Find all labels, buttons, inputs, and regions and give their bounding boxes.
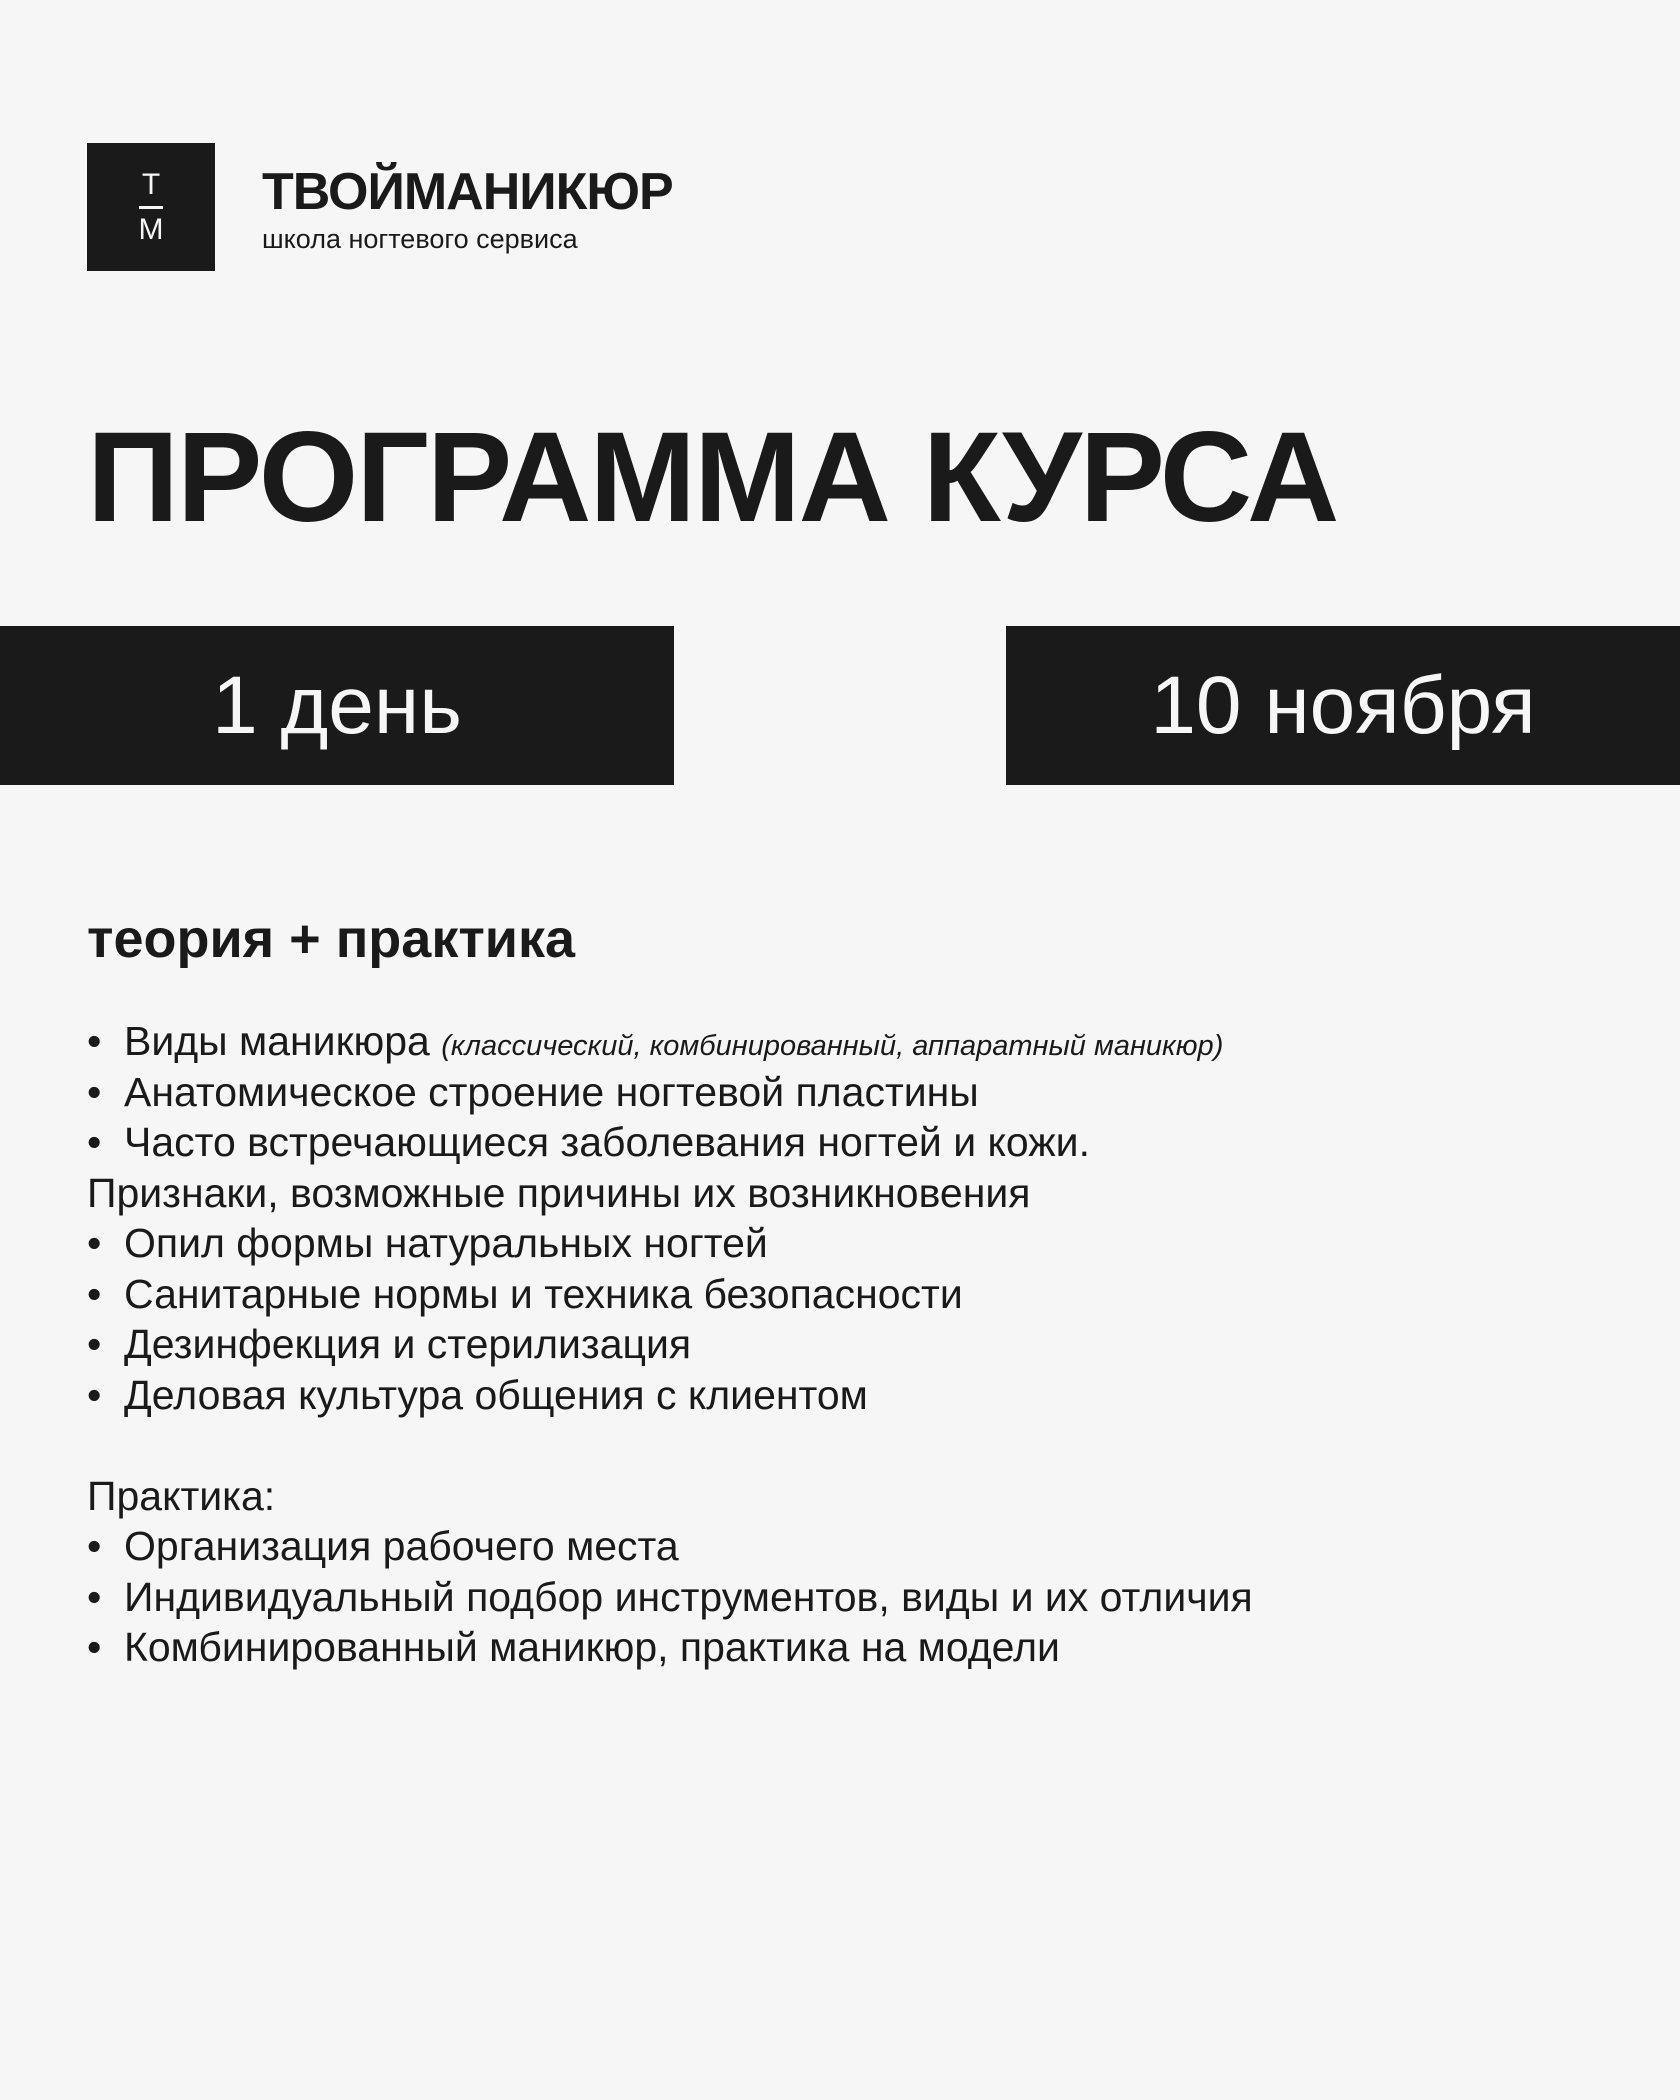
bullet-icon: • — [87, 1018, 102, 1064]
list-item-text: Анатомическое строение ногтевой пластины — [124, 1068, 979, 1115]
program-content — [87, 1016, 1627, 1673]
list-item — [87, 1117, 1627, 1168]
practice-heading: Практика: — [87, 1472, 276, 1519]
list-item — [87, 1370, 1627, 1421]
list-item — [87, 1016, 1627, 1067]
bullet-icon: • — [87, 1220, 102, 1266]
bullet-icon: • — [87, 1119, 102, 1165]
day-label: 1 день — [212, 659, 462, 751]
day-badge — [0, 626, 674, 785]
spacer — [87, 1420, 1627, 1471]
list-item-text: Индивидуальный подбор инструментов, виды и их отличия — [124, 1573, 1253, 1620]
bullet-icon: • — [87, 1523, 102, 1569]
list-item-continuation: Признаки, возможные причины их возникновения — [87, 1169, 1031, 1216]
bullet-icon: • — [87, 1068, 102, 1115]
list-item-text: Организация рабочего места — [124, 1523, 679, 1569]
list-item — [87, 1067, 1627, 1118]
bullet-icon: • — [87, 1624, 102, 1670]
list-item-text: Опил формы натуральных ногтей — [124, 1220, 768, 1266]
date-label: 10 ноября — [1150, 659, 1536, 751]
list-item-text: Часто встречающиеся заболевания ногтей и кожи. — [124, 1119, 1090, 1165]
list-item — [87, 1218, 1627, 1269]
list-item-text: Виды маникюра — [124, 1018, 430, 1064]
page-title: ПРОГРАММА КУРСА — [87, 406, 1338, 549]
list-item-text: Деловая культура общения с клиентом — [124, 1371, 868, 1418]
list-item — [87, 1269, 1627, 1320]
bullet-icon: • — [87, 1573, 102, 1620]
bullet-icon: • — [87, 1270, 102, 1317]
logo-letter-t: Т — [141, 167, 161, 201]
list-item — [87, 1572, 1627, 1623]
list-item — [87, 1521, 1627, 1572]
section-heading: теория + практика — [87, 909, 576, 969]
list-item — [87, 1319, 1627, 1370]
list-item-note: (классический, комбинированный, аппаратный маникюр) — [441, 1030, 1224, 1062]
logo-letter-m: М — [138, 212, 164, 246]
bullet-icon: • — [87, 1371, 102, 1418]
brand-subtitle: школа ногтевого сервиса — [262, 224, 578, 254]
brand-name: ТВОЙМАНИКЮР — [262, 163, 673, 221]
logo-mark — [87, 143, 215, 271]
list-item-text: Комбинированный маникюр, практика на модели — [124, 1624, 1060, 1670]
logo-divider — [139, 206, 163, 209]
list-item-text: Санитарные нормы и техника безопасности — [124, 1270, 963, 1317]
list-item — [87, 1622, 1627, 1673]
date-badge — [1006, 626, 1680, 785]
bullet-icon: • — [87, 1321, 102, 1367]
list-item-text: Дезинфекция и стерилизация — [124, 1321, 692, 1367]
